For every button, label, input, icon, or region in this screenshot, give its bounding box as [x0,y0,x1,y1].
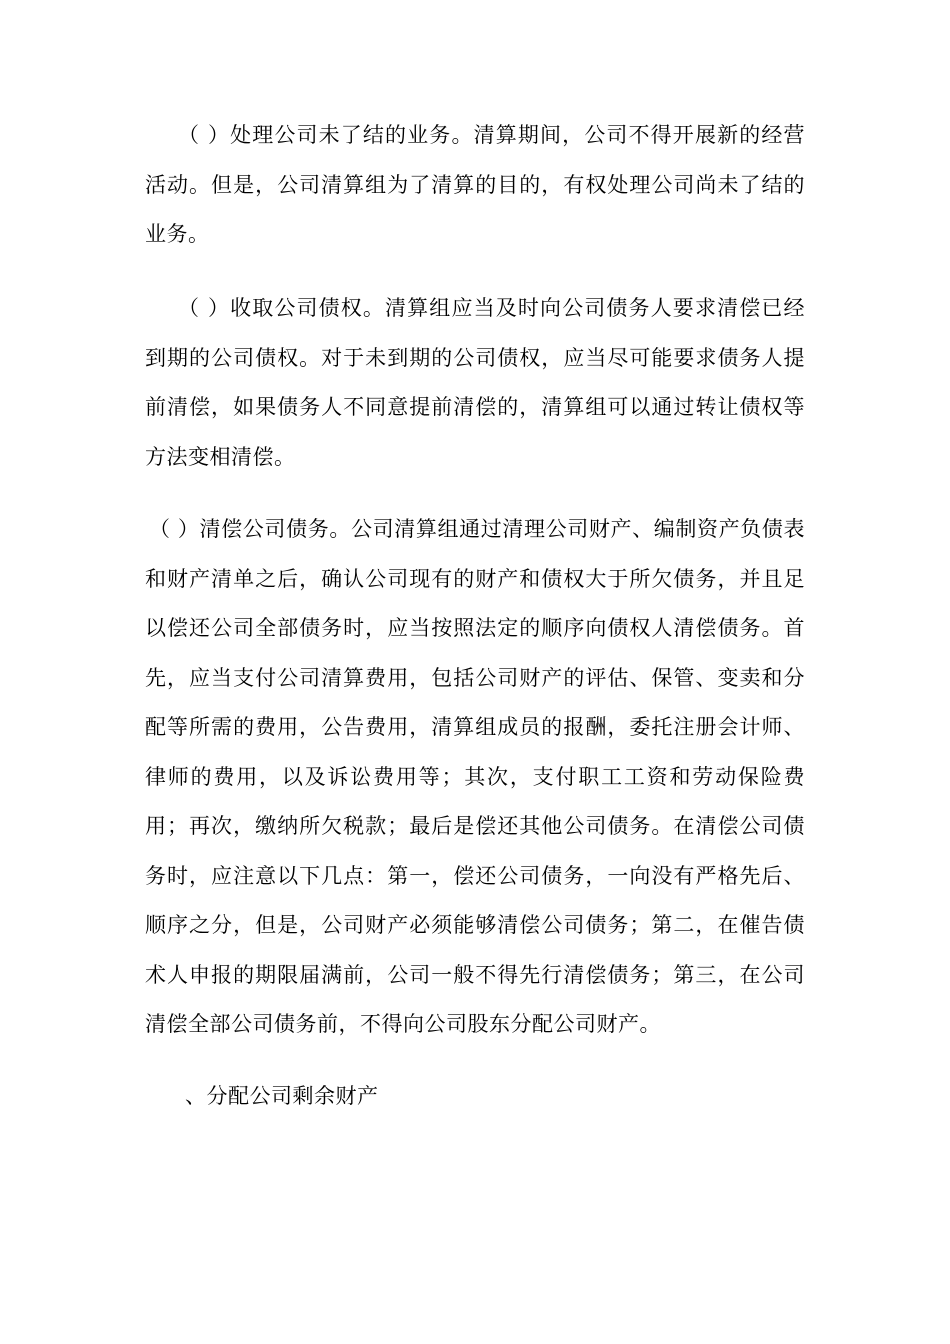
paragraph-pay-debts: （ ）清偿公司债务。公司清算组通过清理公司财产、编制资产负债表和财产清单之后，确认公司现有的财产和债权大于所欠债务，并且足以偿还公司全部债务时，应当按照法定的顺序向债权人清偿债务。首先，应当支付公司清算费用，包括公司财产的评估、保管、变卖和分配等所需的费用，公告费用，清算组成员的报酬，委托注册会计师、律师的费用，以及诉讼费用等；其次，支付职工工资和劳动保险费用；再次，缴纳所欠税款；最后是偿还其他公司债务。在清偿公司债务时，应注意以下几点：第一，偿还公司债务，一向没有严格先后、顺序之分，但是，公司财产必须能够清偿公司债务；第二，在催告债术人申报的期限届满前，公司一般不得先行清偿债务；第三，在公司清偿全部公司债务前，不得向公司股东分配公司财产。 [145,517,805,1036]
section-heading-distribute-remaining-assets: 、分配公司剩余财产 [185,1084,379,1108]
paragraph-handle-unfinished-business: （ ）处理公司未了结的业务。清算期间，公司不得开展新的经营活动。但是，公司清算组为了清算的目的，有权处理公司尚未了结的业务。 [145,123,805,246]
paragraph-collect-claims: （ ）收取公司债权。清算组应当及时向公司债务人要求清偿已经到期的公司债权。对于未到期的公司债权，应当尽可能要求债务人提前清偿，如果债务人不同意提前清偿的，清算组可以通过转让债权等方法变相清偿。 [145,296,805,469]
